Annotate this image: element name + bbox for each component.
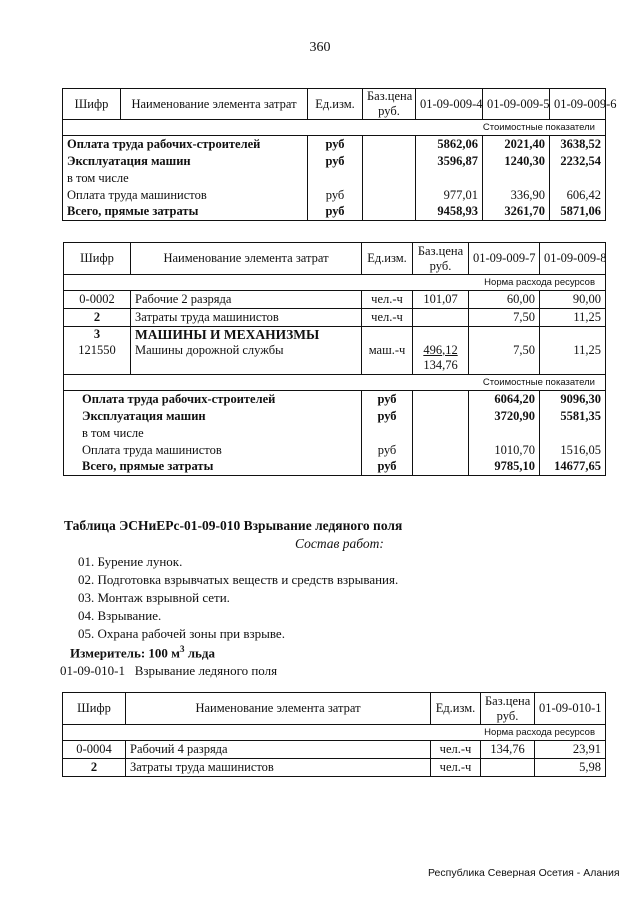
row-unit: руб (308, 153, 363, 170)
row-value: 6064,20 (469, 391, 540, 408)
row-value: 1010,70 (469, 442, 540, 459)
resource-name: Затраты труда машинистов (131, 309, 362, 327)
resource-unit: чел.-ч (362, 309, 413, 327)
row-value: 336,90 (483, 187, 550, 204)
resource-code: 3 (64, 327, 131, 343)
header-unit: Ед.изм. (362, 243, 413, 275)
work-item: 05. Охрана рабочей зоны при взрыве. (78, 626, 285, 641)
resource-unit: чел.-ч (431, 741, 481, 759)
row-name: Всего, прямые затраты (63, 204, 308, 221)
row-unit: руб (308, 204, 363, 221)
row-name: Оплата труда рабочих-строителей (63, 136, 308, 153)
resource-name: Затраты труда машинистов (126, 759, 431, 777)
row-unit: руб (362, 408, 413, 425)
row-unit: руб (362, 459, 413, 476)
page-number: 360 (309, 40, 331, 55)
resource-code: 2 (63, 759, 126, 777)
section-label: Стоимостные показатели (63, 120, 606, 136)
header-price: Баз.цена руб. (481, 693, 535, 725)
row-value: 9458,93 (416, 204, 483, 221)
row-value: 2232,54 (550, 153, 606, 170)
resource-price: 496,12 (423, 342, 458, 357)
work-item: 01. Бурение лунок. (78, 554, 183, 569)
header-code: Шифр (64, 243, 131, 275)
row-value: 3261,70 (483, 204, 550, 221)
row-unit: руб (308, 187, 363, 204)
resource-value: 5,98 (535, 759, 606, 777)
resource-code: 121550 (64, 343, 131, 375)
resource-price: 134,76 (481, 741, 535, 759)
row-name: Всего, прямые затраты (64, 459, 362, 476)
row-value: 9785,10 (469, 459, 540, 476)
header-code: Шифр (63, 89, 121, 120)
measure-unit: Измеритель: 100 $м^3$ льда (70, 644, 216, 661)
row-unit: руб (308, 136, 363, 153)
works-heading: Состав работ: (295, 536, 384, 551)
row-name: Оплата труда рабочих-строителей (64, 391, 362, 408)
row-value: 977,01 (416, 187, 483, 204)
rate-code-line: 01-09-010-1 Взрывание ледяного поля (60, 663, 278, 678)
resource-value: 23,91 (535, 741, 606, 759)
header-col1: 01-09-009-7 (469, 243, 540, 275)
resource-name: Машины дорожной службы (131, 343, 362, 375)
header-col1: 01-09-010-1 (535, 693, 606, 725)
resource-value: 7,50 (469, 343, 540, 375)
header-col1: 01-09-009-4 (416, 89, 483, 120)
resource-value: 90,00 (540, 291, 606, 309)
work-item: 04. Взрывание. (78, 608, 162, 623)
resource-price: 101,07 (413, 291, 469, 309)
row-value: 1240,30 (483, 153, 550, 170)
row-unit: руб (362, 391, 413, 408)
row-unit: руб (362, 442, 413, 459)
section-label: Стоимостные показатели (64, 375, 606, 391)
resource-name: Рабочие 2 разряда (131, 291, 362, 309)
header-name: Наименование элемента затрат (131, 243, 362, 275)
row-value: 2021,40 (483, 136, 550, 153)
header-name: Наименование элемента затрат (121, 89, 308, 120)
row-name: в том числе (64, 425, 362, 442)
resource-price-secondary: 134,76 (423, 357, 458, 372)
resource-code: 0-0004 (63, 741, 126, 759)
resource-value: 60,00 (469, 291, 540, 309)
row-name: Оплата труда машинистов (64, 442, 362, 459)
resource-code: 2 (64, 309, 131, 327)
resource-value: 11,25 (540, 343, 606, 375)
resource-name: Рабочий 4 разряда (126, 741, 431, 759)
header-unit: Ед.изм. (431, 693, 481, 725)
norm-label: Норма расхода ресурсов (64, 275, 606, 291)
header-code: Шифр (63, 693, 126, 725)
row-value: 3720,90 (469, 408, 540, 425)
resource-value: 11,25 (540, 309, 606, 327)
row-value: 606,42 (550, 187, 606, 204)
resource-unit: маш.-ч (362, 343, 413, 375)
resource-value: 7,50 (469, 309, 540, 327)
row-value: 14677,65 (540, 459, 606, 476)
header-name: Наименование элемента затрат (126, 693, 431, 725)
cost-table-01-09-009-4-6 (62, 88, 617, 221)
row-value: 1516,05 (540, 442, 606, 459)
header-price: Баз.цена руб. (363, 89, 416, 120)
header-col3: 01-09-009-6 (550, 89, 606, 120)
header-price: Баз.цена руб. (413, 243, 469, 275)
row-value: 5581,35 (540, 408, 606, 425)
row-name: Оплата труда машинистов (63, 187, 308, 204)
header-col2: 01-09-009-8 (540, 243, 606, 275)
row-name: Эксплуатация машин (63, 153, 308, 170)
header-col2: 01-09-009-5 (483, 89, 550, 120)
works-list (78, 553, 398, 643)
row-name: Эксплуатация машин (64, 408, 362, 425)
resource-table-01-09-009-7-8 (63, 242, 606, 476)
work-item: 02. Подготовка взрывчатых веществ и средств взрывания. (78, 572, 399, 587)
norm-label: Норма расхода ресурсов (63, 725, 606, 741)
header-unit: Ед.изм. (308, 89, 363, 120)
resource-unit: чел.-ч (431, 759, 481, 777)
row-name: в том числе (63, 170, 308, 187)
resource-unit: чел.-ч (362, 291, 413, 309)
table-title: Таблица ЭСНиЕРс-01-09-010 Взрывание ледяного поля (64, 518, 403, 533)
resource-code: 0-0002 (64, 291, 131, 309)
row-value: 3596,87 (416, 153, 483, 170)
work-item: 03. Монтаж взрывной сети. (78, 590, 230, 605)
row-value: 9096,30 (540, 391, 606, 408)
resource-name: МАШИНЫ И МЕХАНИЗМЫ (131, 327, 362, 343)
row-value: 5862,06 (416, 136, 483, 153)
resource-table-01-09-010-1 (62, 692, 606, 777)
footer-region: Республика Северная Осетия - Алания (428, 867, 620, 879)
row-value: 5871,06 (550, 204, 606, 221)
row-value: 3638,52 (550, 136, 606, 153)
